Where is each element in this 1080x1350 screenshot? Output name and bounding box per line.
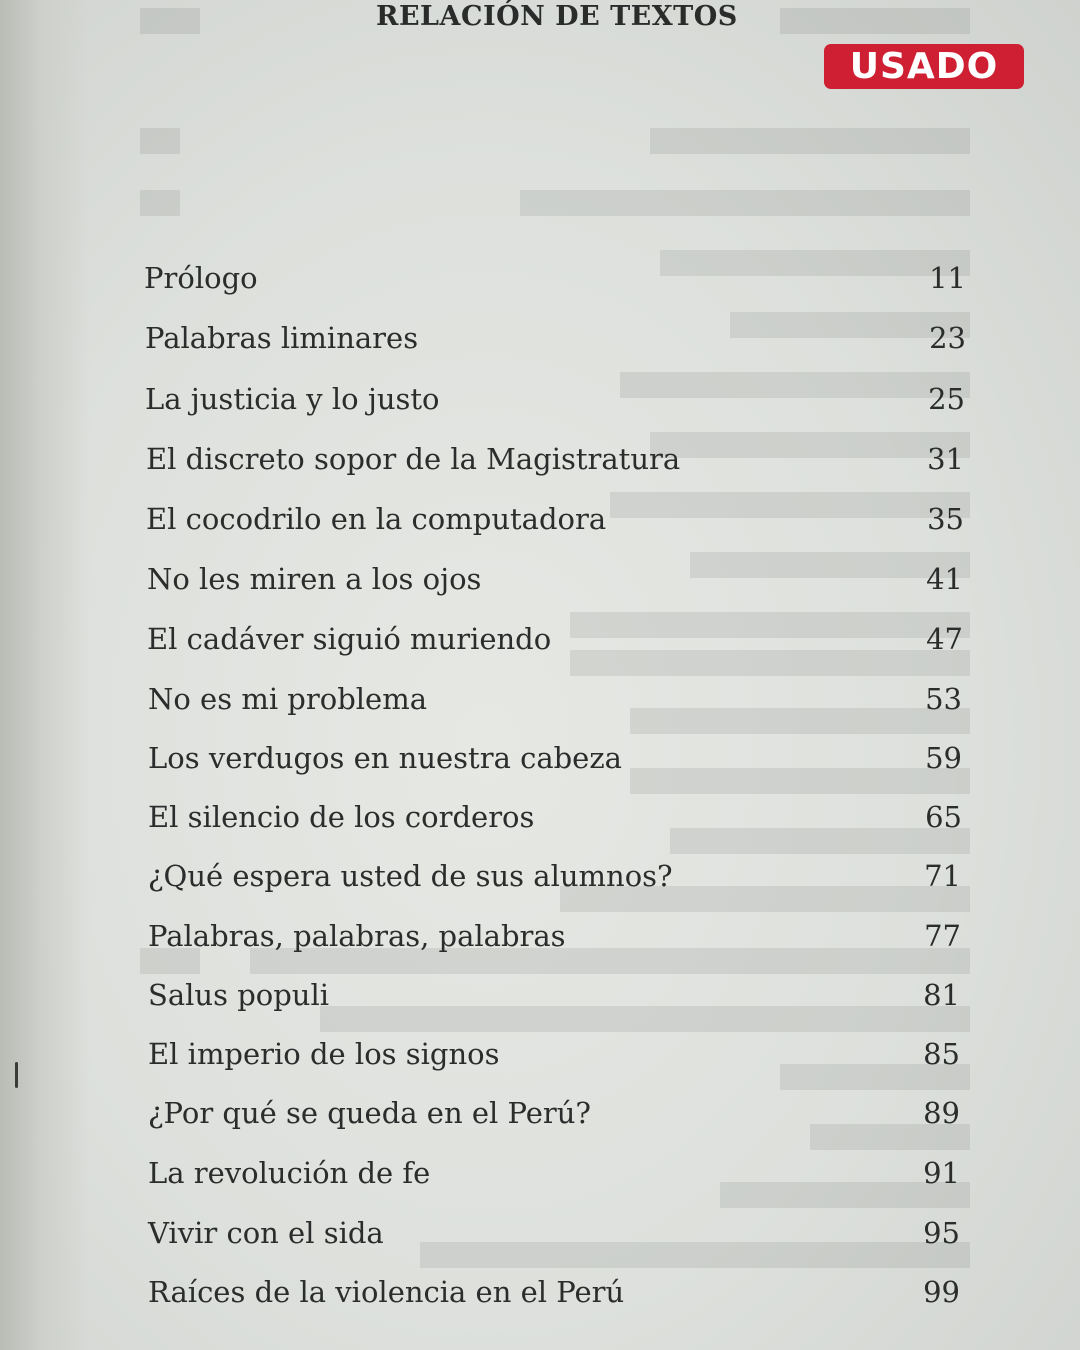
toc-entry	[148, 916, 961, 956]
toc-entry	[148, 975, 960, 1015]
toc-entry-title: Raíces de la violencia en el Perú	[148, 1275, 625, 1309]
toc-entry	[148, 1272, 960, 1312]
toc-entry	[148, 1153, 960, 1193]
toc-entry	[148, 738, 962, 778]
toc-entry-page: 31	[927, 442, 964, 476]
toc-entry-page: 53	[925, 682, 962, 716]
toc-entry-title: Los verdugos en nuestra cabeza	[148, 741, 622, 775]
toc-entry-page: 99	[923, 1275, 960, 1309]
toc-entry-title: El silencio de los corderos	[148, 800, 535, 834]
toc-entry-page: 25	[928, 382, 965, 416]
toc-entry	[148, 797, 962, 837]
toc-entry-page: 65	[925, 800, 962, 834]
page-edge-mark	[15, 1062, 18, 1088]
toc-entry-title: No les miren a los ojos	[147, 562, 482, 596]
toc-entry-page: 77	[924, 919, 961, 953]
toc-entry	[145, 318, 966, 358]
toc-entry-page: 23	[929, 321, 966, 355]
toc-entry-page: 81	[923, 978, 960, 1012]
toc-entry-title: Palabras, palabras, palabras	[148, 919, 566, 953]
toc-entry-title: El imperio de los signos	[148, 1037, 500, 1071]
toc-entry	[148, 856, 961, 896]
toc-entry	[144, 258, 966, 298]
toc-entry	[146, 499, 964, 539]
toc-entry-page: 91	[923, 1156, 960, 1190]
toc-entry-page: 71	[924, 859, 961, 893]
toc-entry	[148, 1034, 960, 1074]
toc-entry-title: El cadáver siguió muriendo	[147, 622, 552, 656]
toc-entry-page: 47	[926, 622, 963, 656]
toc-entry-title: ¿Por qué se queda en el Perú?	[148, 1096, 591, 1130]
toc-entry-page: 89	[923, 1096, 960, 1130]
toc-entry	[148, 1213, 960, 1253]
toc-entry-page: 59	[925, 741, 962, 775]
toc-entry-title: Vivir con el sida	[148, 1216, 384, 1250]
toc-entry-title: Salus populi	[148, 978, 330, 1012]
toc-entry-title: La justicia y lo justo	[145, 382, 440, 416]
toc-entry-title: Palabras liminares	[145, 321, 419, 355]
toc-entry-title: El discreto sopor de la Magistratura	[146, 442, 681, 476]
toc-entry-title: El cocodrilo en la computadora	[146, 502, 607, 536]
toc-entry-page: 95	[923, 1216, 960, 1250]
toc-entry-page: 11	[929, 261, 966, 295]
toc-entry-title: La revolución de fe	[148, 1156, 431, 1190]
toc-entry-page: 35	[927, 502, 964, 536]
toc-entry-title: No es mi problema	[148, 682, 427, 716]
toc-entry	[146, 439, 964, 479]
toc-entry	[148, 1093, 960, 1133]
toc-entry	[147, 619, 963, 659]
toc-entry-page: 41	[926, 562, 963, 596]
page-header-title: RELACIÓN DE TEXTOS	[376, 1, 738, 32]
toc-entry	[147, 559, 963, 599]
toc-entry-title: Prólogo	[144, 261, 258, 295]
toc-entry-page: 85	[923, 1037, 960, 1071]
used-badge: USADO	[824, 44, 1024, 89]
toc-entry	[148, 679, 962, 719]
toc-entry-title: ¿Qué espera usted de sus alumnos?	[148, 859, 673, 893]
toc-entry	[145, 379, 965, 419]
